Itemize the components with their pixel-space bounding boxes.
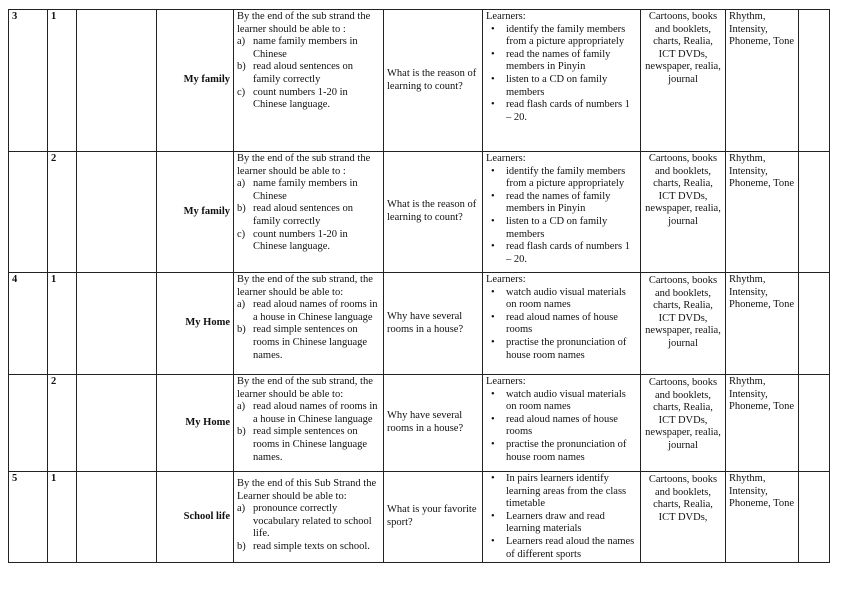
sub-strand: School life bbox=[157, 472, 234, 563]
empty-cell bbox=[77, 375, 157, 472]
list-item: c) count numbers 1-20 in Chinese language. bbox=[237, 228, 348, 253]
assessment-methods: Rhythm, Intensity, Phoneme, Tone bbox=[726, 472, 799, 563]
table-row bbox=[9, 472, 830, 563]
empty-cell bbox=[77, 152, 157, 273]
activities-intro: Learners: bbox=[486, 274, 526, 285]
list-item: • In pairs learners identify learning areas from the class timetable bbox=[500, 473, 637, 511]
outcomes-intro: By the end of the sub strand the learner should be able to : bbox=[237, 11, 371, 35]
learning-outcomes bbox=[234, 472, 384, 563]
outcomes-intro: By the end of the sub strand the learner should be able to : bbox=[237, 153, 371, 177]
activities-intro: Learners: bbox=[486, 11, 526, 22]
learning-resources: Cartoons, books and booklets, charts, Realia, ICT DVDs, newspaper, realia, journal bbox=[641, 375, 726, 472]
activities-intro: Learners: bbox=[486, 376, 526, 387]
learning-resources: Cartoons, books and booklets, charts, Realia, ICT DVDs, newspaper, realia, journal bbox=[641, 273, 726, 375]
remarks-cell bbox=[799, 472, 830, 563]
week-number: 3 bbox=[9, 10, 48, 152]
remarks-cell bbox=[799, 10, 830, 152]
list-item: • listen to a CD on family members bbox=[500, 74, 637, 99]
empty-cell bbox=[77, 273, 157, 375]
key-inquiry: What is the reason of learning to count? bbox=[384, 10, 483, 152]
week-number: 4 bbox=[9, 273, 48, 375]
key-inquiry: What is the reason of learning to count? bbox=[384, 152, 483, 273]
remarks-cell bbox=[799, 273, 830, 375]
list-item: • read flash cards of numbers 1 – 20. bbox=[500, 99, 637, 124]
outcomes-intro: By the end of this Sub Strand the Learner should be able to: bbox=[237, 478, 377, 502]
lesson-number: 1 bbox=[48, 10, 77, 152]
list-item: • listen to a CD on family members bbox=[500, 216, 637, 241]
assessment-methods: Rhythm, Intensity, Phoneme, Tone bbox=[726, 152, 799, 273]
learning-outcomes bbox=[234, 10, 384, 152]
learning-experiences bbox=[483, 273, 641, 375]
list-item: • identify the family members from a picture appropriately bbox=[500, 24, 637, 49]
scheme-of-work-table bbox=[8, 9, 830, 563]
list-item: c) count numbers 1-20 in Chinese language. bbox=[237, 86, 348, 111]
list-item: b) read simple sentences on rooms in Chinese language names. bbox=[237, 324, 368, 361]
assessment-methods: Rhythm, Intensity, Phoneme, Tone bbox=[726, 273, 799, 375]
learning-experiences bbox=[483, 375, 641, 472]
sub-strand: My family bbox=[157, 10, 234, 152]
list-item: b) read aloud sentences on family correctly bbox=[237, 61, 354, 85]
table-row bbox=[9, 375, 830, 472]
lesson-number: 2 bbox=[48, 375, 77, 472]
list-item: a) read aloud names of rooms in a house in Chinese language bbox=[237, 401, 378, 425]
lesson-number: 2 bbox=[48, 152, 77, 273]
learning-experiences bbox=[483, 472, 641, 563]
key-inquiry: Why have several rooms in a house? bbox=[384, 273, 483, 375]
list-item: • practise the pronunciation of house room names bbox=[500, 439, 637, 464]
list-item: • Learners draw and read learning materials bbox=[500, 511, 637, 536]
list-item: • watch audio visual materials on room names bbox=[500, 287, 637, 312]
list-item: • Learners read aloud the names of different sports bbox=[500, 536, 637, 561]
lesson-number: 1 bbox=[48, 472, 77, 563]
learning-outcomes bbox=[234, 375, 384, 472]
list-item: a) pronounce correctly vocabulary related to school life. bbox=[237, 503, 372, 540]
list-item: • read flash cards of numbers 1 – 20. bbox=[500, 241, 637, 266]
sub-strand: My family bbox=[157, 152, 234, 273]
list-item: b) read simple sentences on rooms in Chinese language names. bbox=[237, 426, 368, 463]
assessment-methods: Rhythm, Intensity, Phoneme, Tone bbox=[726, 375, 799, 472]
key-inquiry: What is your favorite sport? bbox=[384, 472, 483, 563]
learning-outcomes bbox=[234, 273, 384, 375]
sub-strand: My Home bbox=[157, 273, 234, 375]
list-item: • read the names of family members in Pinyin bbox=[500, 49, 637, 74]
activities-intro: Learners: bbox=[486, 153, 526, 164]
list-item: • watch audio visual materials on room names bbox=[500, 389, 637, 414]
empty-cell bbox=[77, 10, 157, 152]
learning-resources: Cartoons, books and booklets, charts, Realia, ICT DVDs, bbox=[641, 472, 726, 563]
week-number: 5 bbox=[9, 472, 48, 563]
list-item: • practise the pronunciation of house room names bbox=[500, 337, 637, 362]
list-item: b) read simple texts on school. bbox=[237, 540, 370, 552]
assessment-methods: Rhythm, Intensity, Phoneme, Tone bbox=[726, 10, 799, 152]
outcomes-intro: By the end of the sub strand, the learner should be able to: bbox=[237, 274, 373, 298]
remarks-cell bbox=[799, 152, 830, 273]
list-item: a) name family members in Chinese bbox=[237, 178, 358, 202]
remarks-cell bbox=[799, 375, 830, 472]
list-item: • identify the family members from a picture appropriately bbox=[500, 166, 637, 191]
learning-experiences bbox=[483, 10, 641, 152]
table-row bbox=[9, 273, 830, 375]
sub-strand: My Home bbox=[157, 375, 234, 472]
empty-cell bbox=[77, 472, 157, 563]
learning-resources: Cartoons, books and booklets, charts, Realia, ICT DVDs, newspaper, realia, journal bbox=[641, 10, 726, 152]
week-number bbox=[9, 152, 48, 273]
learning-experiences bbox=[483, 152, 641, 273]
list-item: a) read aloud names of rooms in a house in Chinese language bbox=[237, 299, 378, 323]
learning-outcomes bbox=[234, 152, 384, 273]
table-row bbox=[9, 152, 830, 273]
learning-resources: Cartoons, books and booklets, charts, Realia, ICT DVDs, newspaper, realia, journal bbox=[641, 152, 726, 273]
table-row bbox=[9, 10, 830, 152]
list-item: b) read aloud sentences on family correctly bbox=[237, 203, 354, 227]
week-number bbox=[9, 375, 48, 472]
list-item: • read aloud names of house rooms bbox=[500, 414, 637, 439]
lesson-number: 1 bbox=[48, 273, 77, 375]
key-inquiry: Why have several rooms in a house? bbox=[384, 375, 483, 472]
outcomes-intro: By the end of the sub strand, the learner should be able to: bbox=[237, 376, 373, 400]
list-item: a) name family members in Chinese bbox=[237, 36, 358, 60]
list-item: • read the names of family members in Pinyin bbox=[500, 191, 637, 216]
list-item: • read aloud names of house rooms bbox=[500, 312, 637, 337]
